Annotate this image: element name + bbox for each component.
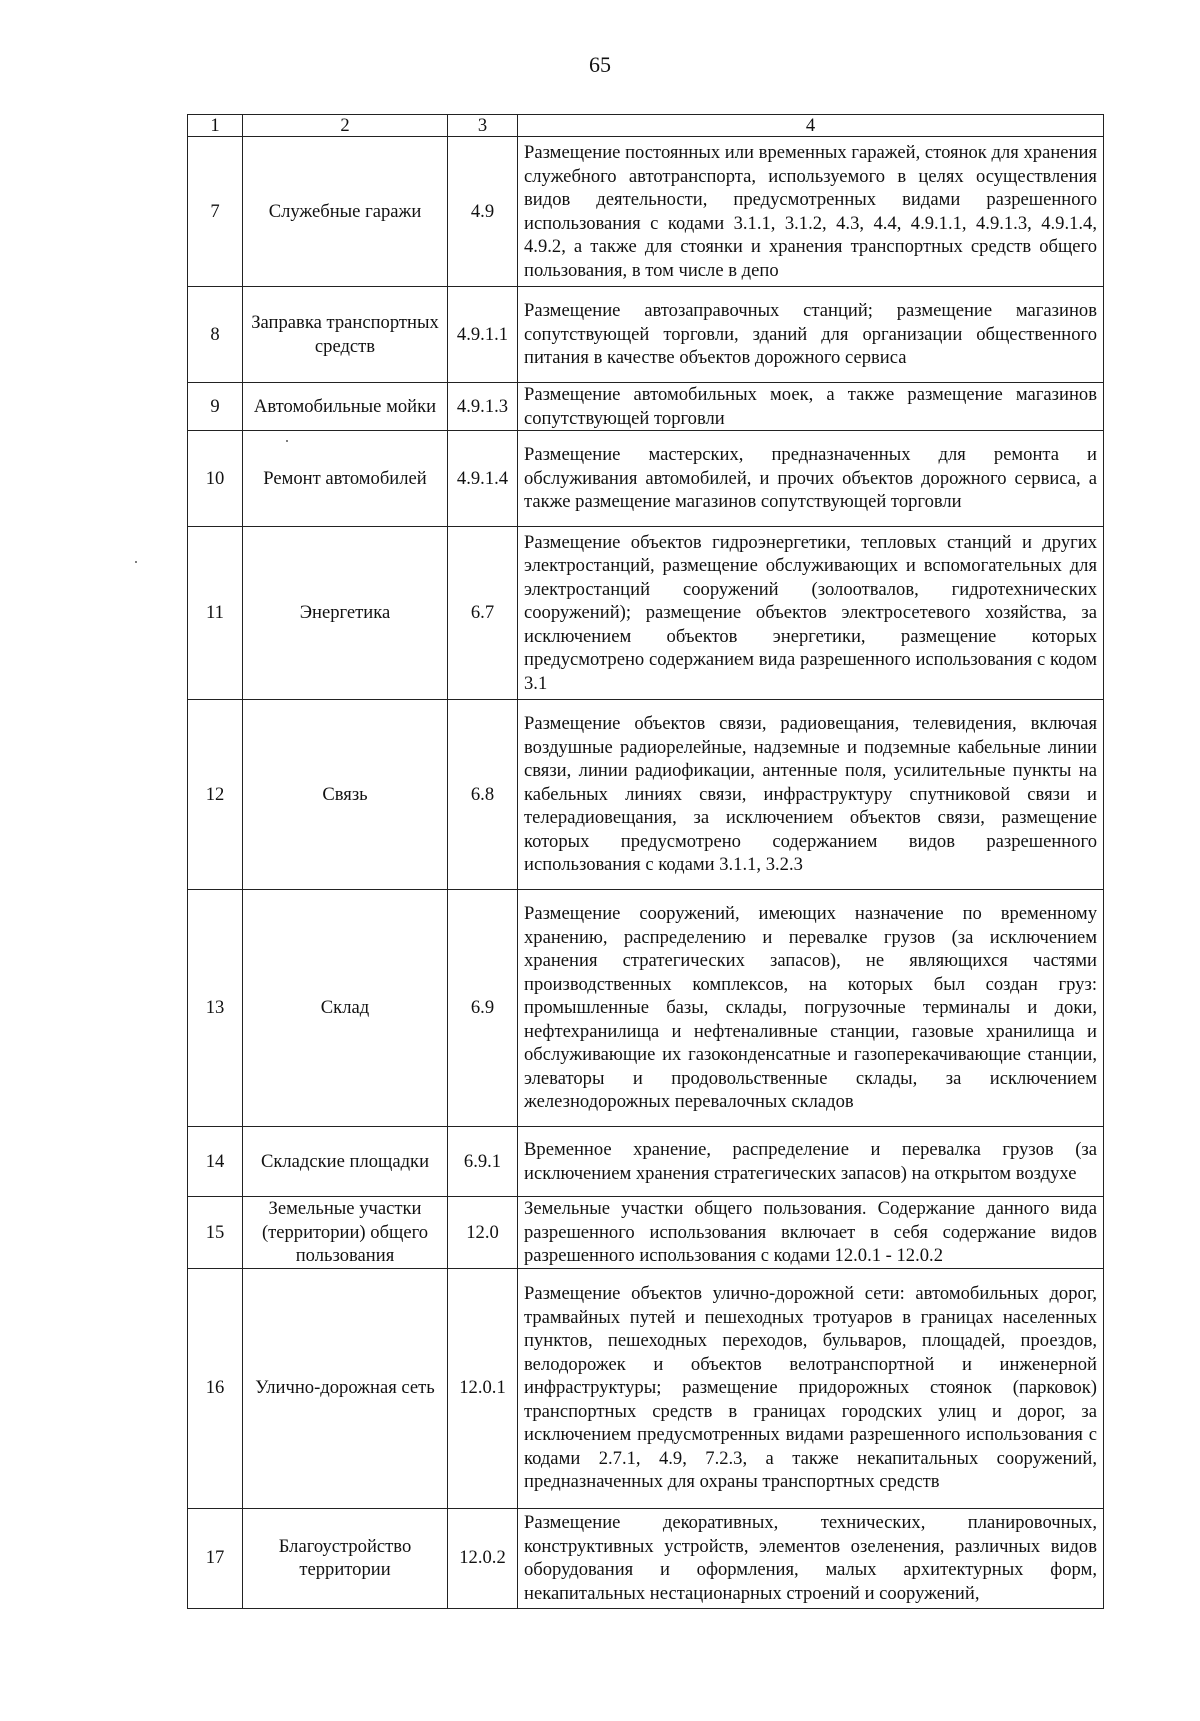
- usage-name: Автомобильные мойки: [243, 383, 448, 431]
- row-number: 15: [188, 1197, 243, 1269]
- table-body: [188, 115, 1104, 1609]
- land-use-table: [187, 114, 1104, 1609]
- usage-code: 6.8: [448, 700, 518, 890]
- usage-description: Размещение автомобильных моек, а также размещение магазинов сопутствующей торговли: [518, 383, 1104, 431]
- usage-description: Размещение автозаправочных станций; размещение магазинов сопутствующей торговли, зданий для организации общественного питания в качестве объектов дорожного сервиса: [518, 287, 1104, 383]
- usage-name: Служебные гаражи: [243, 137, 448, 287]
- table-row: [188, 1268, 1104, 1508]
- table-row: [188, 383, 1104, 431]
- header-col-3: 3: [448, 115, 518, 137]
- usage-code: 4.9.1.4: [448, 431, 518, 527]
- usage-description: Размещение объектов связи, радиовещания, телевидения, включая воздушные радиорелейные, надземные и подземные кабельные линии связи, линии радиофикации, антенные поля, усилительные пункты на кабельных линиях связи, инфраструктуру спутниковой связи и телерадиовещания, за исключением объектов связи, размещение которых предусмотрено содержанием видов разрешенного использования с кодами 3.1.1, 3.2.3: [518, 700, 1104, 890]
- usage-code: 12.0.2: [448, 1508, 518, 1608]
- usage-name: Склад: [243, 890, 448, 1127]
- scan-speck: [286, 440, 288, 442]
- usage-name: Заправка транспортных средств: [243, 287, 448, 383]
- row-number: 12: [188, 700, 243, 890]
- table-row: [188, 1508, 1104, 1608]
- usage-description: Размещение сооружений, имеющих назначение по временному хранению, распределению и перевалке грузов (за исключением хранения стратегических запасов), не являющихся частями производственных комплексов, на которых был создан груз: промышленные базы, склады, погрузочные терминалы и доки, нефтехранилища и нефтеналивные станции, газовые хранилища и обслуживающие их газоконденсатные и газоперекачивающие станции, элеваторы и продовольственные склады, за исключением железнодорожных перевалочных складов: [518, 890, 1104, 1127]
- usage-description: Размещение декоративных, технических, планировочных, конструктивных устройств, элементов озеленения, различных видов оборудования и оформления, малых архитектурных форм, некапитальных нестационарных строений и сооружений,: [518, 1508, 1104, 1608]
- table-row: [188, 527, 1104, 700]
- usage-code: 4.9: [448, 137, 518, 287]
- usage-name: Складские площадки: [243, 1127, 448, 1197]
- usage-code: 4.9.1.1: [448, 287, 518, 383]
- row-number: 16: [188, 1268, 243, 1508]
- usage-description: Временное хранение, распределение и перевалка грузов (за исключением хранения стратегических запасов) на открытом воздухе: [518, 1127, 1104, 1197]
- row-number: 13: [188, 890, 243, 1127]
- usage-code: 12.0.1: [448, 1268, 518, 1508]
- table-header-row: [188, 115, 1104, 137]
- usage-code: 4.9.1.3: [448, 383, 518, 431]
- usage-code: 6.9: [448, 890, 518, 1127]
- usage-name: Энергетика: [243, 527, 448, 700]
- usage-code: 6.7: [448, 527, 518, 700]
- usage-code: 6.9.1: [448, 1127, 518, 1197]
- row-number: 10: [188, 431, 243, 527]
- table-row: [188, 137, 1104, 287]
- row-number: 11: [188, 527, 243, 700]
- header-col-4: 4: [518, 115, 1104, 137]
- table-row: [188, 700, 1104, 890]
- usage-description: Размещение объектов улично-дорожной сети: автомобильных дорог, трамвайных путей и пешеходных тротуаров в границах населенных пунктов, пешеходных переходов, бульваров, площадей, проездов, велодорожек и объектов велотранспортной и инженерной инфраструктуры; размещение придорожных стоянок (парковок) транспортных средств в границах городских улиц и дорог, за исключением предусмотренных видами разрешенного использования с кодами 2.7.1, 4.9, 7.2.3, а также некапитальных сооружений, предназначенных для охраны транспортных средств: [518, 1268, 1104, 1508]
- usage-name: Связь: [243, 700, 448, 890]
- usage-name: Улично-дорожная сеть: [243, 1268, 448, 1508]
- page-number: 65: [589, 52, 611, 77]
- usage-name: Благоустройство территории: [243, 1508, 448, 1608]
- usage-name: Земельные участки (территории) общего пользования: [243, 1197, 448, 1269]
- table-row: [188, 431, 1104, 527]
- usage-description: Земельные участки общего пользования. Содержание данного вида разрешенного использования включает в себя содержание видов разрешенного использования с кодами 12.0.1 - 12.0.2: [518, 1197, 1104, 1269]
- row-number: 17: [188, 1508, 243, 1608]
- row-number: 14: [188, 1127, 243, 1197]
- table-row: [188, 1127, 1104, 1197]
- row-number: 9: [188, 383, 243, 431]
- usage-description: Размещение объектов гидроэнергетики, тепловых станций и других электростанций, размещение обслуживающих и вспомогательных для электростанций сооружений (золоотвалов, гидротехнических сооружений); размещение объектов электросетевого хозяйства, за исключением объектов энергетики, размещение которых предусмотрено содержанием вида разрешенного использования с кодом 3.1: [518, 527, 1104, 700]
- row-number: 8: [188, 287, 243, 383]
- usage-code: 12.0: [448, 1197, 518, 1269]
- header-col-1: 1: [188, 115, 243, 137]
- header-col-2: 2: [243, 115, 448, 137]
- table-row: [188, 890, 1104, 1127]
- row-number: 7: [188, 137, 243, 287]
- table-row: [188, 287, 1104, 383]
- scan-speck: [135, 561, 137, 563]
- usage-name: Ремонт автомобилей: [243, 431, 448, 527]
- table-row: [188, 1197, 1104, 1269]
- usage-description: Размещение мастерских, предназначенных для ремонта и обслуживания автомобилей, и прочих объектов дорожного сервиса, а также размещение магазинов сопутствующей торговли: [518, 431, 1104, 527]
- usage-description: Размещение постоянных или временных гаражей, стоянок для хранения служебного автотранспорта, используемого в целях осуществления видов деятельности, предусмотренных видами разрешенного использования с кодами 3.1.1, 3.1.2, 4.3, 4.4, 4.9.1.1, 4.9.1.3, 4.9.1.4, 4.9.2, а также для стоянки и хранения транспортных средств общего пользования, в том числе в депо: [518, 137, 1104, 287]
